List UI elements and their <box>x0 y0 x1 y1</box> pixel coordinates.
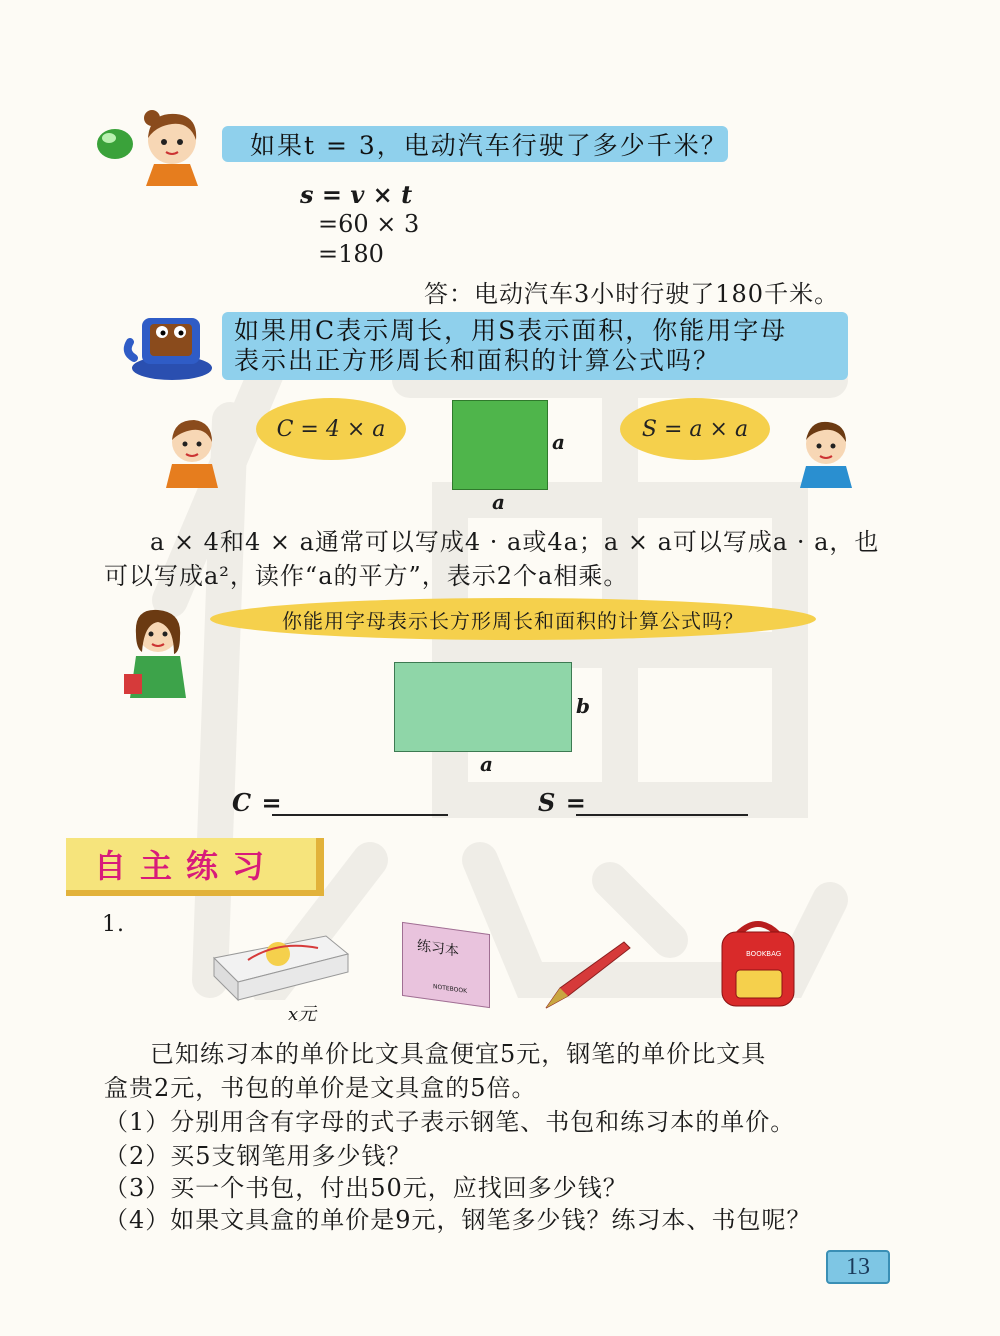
exercise-item-3: （3）买一个书包，付出50元，应找回多少钱？ <box>104 1174 628 1202</box>
rect-side-label: b <box>576 694 590 718</box>
exercise-text-line-1: 已知练习本的单价比文具盒便宜5元，钢笔的单价比文具 <box>150 1040 767 1068</box>
exercise-item-4: （4）如果文具盒的单价是9元，钢笔多少钱？练习本、书包呢？ <box>104 1206 812 1234</box>
c-formula-label: C = <box>232 788 283 817</box>
c-answer-blank[interactable] <box>272 814 448 816</box>
section-title: 自主练习 <box>66 838 324 896</box>
explanation-line-1: a × 4和4 × a通常可以写成4 · a或4a；a × a可以写成a · a，也 <box>150 528 880 556</box>
girl-formula-bubble: C = 4 × a <box>256 398 406 460</box>
girl-avatar <box>132 104 218 186</box>
green-ball-icon <box>96 128 134 160</box>
school-bag-text: BOOKBAG <box>746 950 782 958</box>
page-number: 13 <box>826 1250 890 1284</box>
formula-line-2: =60 × 3 <box>318 210 420 238</box>
question-bubble-2: 如果用C表示周长，用S表示面积，你能用字母 表示出正方形周长和面积的计算公式吗？ <box>222 312 848 380</box>
rectangle-shape <box>394 662 572 752</box>
pencil-box-image <box>208 930 354 1004</box>
pen-image <box>540 934 632 1012</box>
s-formula-label: S = <box>538 788 587 817</box>
question-bubble-1: 如果t = 3，电动汽车行驶了多少千米？ <box>222 126 728 162</box>
boy-avatar <box>794 414 858 488</box>
formula-line-1: s = v × t <box>300 180 413 209</box>
school-bag-image <box>712 914 804 1008</box>
robot-mascot <box>120 312 224 382</box>
notebook-image <box>402 922 490 1008</box>
formula-line-3: =180 <box>318 240 384 268</box>
pencil-box-price-label: x元 <box>288 1004 317 1025</box>
girl-avatar-2 <box>158 412 230 488</box>
square-side-label: a <box>552 430 565 454</box>
exercise-item-1: （1）分别用含有字母的式子表示钢笔、书包和练习本的单价。 <box>104 1108 796 1136</box>
teacher-avatar <box>118 604 202 698</box>
s-answer-blank[interactable] <box>576 814 748 816</box>
boy-formula-bubble: S = a × a <box>620 398 770 460</box>
square-shape <box>452 400 548 490</box>
notebook-subtitle: NOTEBOOK <box>433 983 468 995</box>
question-bubble-3: 你能用字母表示长方形周长和面积的计算公式吗？ <box>210 598 816 640</box>
exercise-item-2: （2）买5支钢笔用多少钱？ <box>104 1142 412 1170</box>
square-bottom-label: a <box>492 490 505 514</box>
answer-text: 答：电动汽车3小时行驶了180千米。 <box>424 280 840 308</box>
notebook-title: 练习本 <box>417 937 459 960</box>
rect-bottom-label: a <box>480 752 493 776</box>
exercise-text-line-2: 盒贵2元，书包的单价是文具盒的5倍。 <box>104 1074 537 1102</box>
explanation-line-2: 可以写成a²，读作“a的平方”，表示2个a相乘。 <box>104 562 629 590</box>
exercise-number: 1. <box>102 912 125 937</box>
